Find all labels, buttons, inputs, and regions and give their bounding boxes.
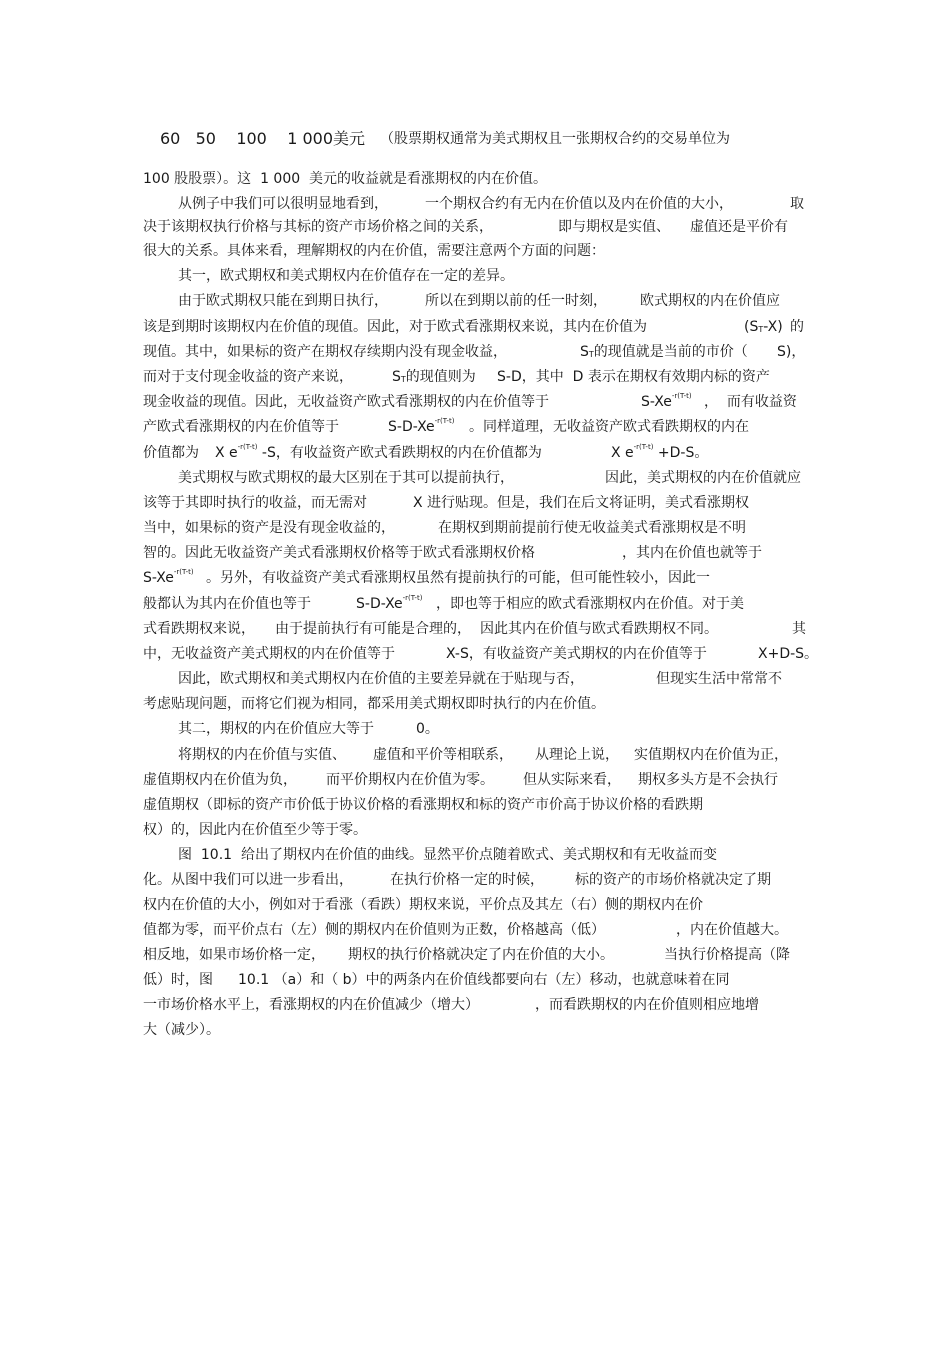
text-segment: ， 而有收益资 — [704, 394, 797, 410]
formula-part: 的现值则为 — [405, 369, 476, 385]
text-segment: 般都认为其内在价值也等于 — [143, 596, 311, 612]
text-segment: 所以在到期以前的任一时刻， — [425, 293, 607, 309]
formula-segment — [356, 593, 422, 615]
text-line-32 — [0, 919, 950, 941]
text-segment: （股票期权通常为美式期权且一张期权合约的交易单位为 — [380, 131, 730, 147]
text-line-26 — [0, 769, 950, 791]
text-segment: 价值都为 — [143, 445, 199, 461]
formula-segment — [143, 567, 194, 589]
text-segment: 一个期权合约有无内在价值以及内在价值的大小， — [425, 196, 733, 212]
text-segment: 美式期权与欧式期权的最大区别在于其可以提前执行， — [178, 470, 514, 486]
text-segment: 但从实际来看， — [523, 772, 621, 788]
text-segment: ，而看跌期权的内在价值则相应地增 — [535, 997, 759, 1013]
text-line-19 — [0, 593, 950, 615]
text-line-21 — [0, 643, 950, 665]
text-segment: 0。 — [416, 721, 439, 737]
formula-segment — [215, 442, 542, 464]
text-segment: 中，无收益资产美式期权的内在价值等于 — [143, 646, 395, 662]
text-segment: 其二，期权的内在价值应大等于 — [178, 721, 374, 737]
text-segment: 实值期权内在价值为正， — [634, 747, 788, 763]
text-line-34 — [0, 969, 950, 991]
text-segment: 而对于支付现金收益的资产来说， — [143, 369, 353, 385]
formula-segment — [744, 316, 783, 338]
formula-part: S-D-Xe — [388, 419, 435, 435]
text-segment: 将期权的内在价值与实值、 — [178, 747, 346, 763]
formula-part: -S，有收益资产欧式看跌期权的内在价值都为 — [257, 445, 542, 461]
text-line-8 — [0, 316, 950, 338]
text-line-6 — [0, 265, 950, 287]
text-segment: 从理论上说， — [535, 747, 619, 763]
text-segment: 期权多头方是不会执行 — [638, 772, 778, 788]
text-segment: 取 — [790, 196, 804, 212]
text-segment: 100 股股票）。这 1 000 美元的收益就是看涨期权的内在价值。 — [143, 171, 548, 187]
text-line-12 — [0, 416, 950, 438]
text-line-23 — [0, 693, 950, 715]
text-segment: 在执行价格一定的时候， — [390, 872, 544, 888]
text-line-9 — [0, 341, 950, 363]
text-segment: ，内在价值越大。 — [676, 922, 788, 938]
text-segment: 化。从图中我们可以进一步看出， — [143, 872, 353, 888]
text-line-1 — [0, 128, 950, 150]
text-line-36 — [0, 1019, 950, 1041]
text-line-5 — [0, 240, 950, 262]
text-segment: 因此，美式期权的内在价值就应 — [605, 470, 801, 486]
formula-superscript: -r(T-t) — [633, 443, 654, 451]
text-segment: X+D-S。 — [758, 646, 819, 662]
text-segment: 其 — [792, 621, 806, 637]
text-line-20 — [0, 618, 950, 640]
text-segment: 。同样道理，无收益资产欧式看跌期权的内在 — [469, 419, 749, 435]
text-segment: 值都为零，而平价点右（左）侧的期权内在价值则为正数，价格越高（低） — [143, 922, 605, 938]
formula-segment — [611, 442, 708, 464]
text-line-35 — [0, 994, 950, 1016]
formula-part: 的现值就是当前的市价（ — [593, 344, 748, 360]
formula-segment — [641, 391, 692, 413]
text-line-33 — [0, 944, 950, 966]
text-line-24 — [0, 718, 950, 740]
formula-superscript: -r(T-t) — [434, 417, 455, 425]
text-segment: 现值。其中，如果标的资产在期权存续期内没有现金收益， — [143, 344, 507, 360]
text-line-14 — [0, 467, 950, 489]
text-segment: 而平价期权内在价值为零。 — [326, 772, 494, 788]
text-segment: 由于提前执行有可能是合理的， — [275, 621, 471, 637]
text-segment: 虚值期权内在价值为负， — [143, 772, 297, 788]
text-segment: 该是到期时该期权内在价值的现值。因此，对于欧式看涨期权来说，其内在价值为 — [143, 319, 647, 335]
text-segment: X-S，有收益资产美式期权的内在价值等于 — [446, 646, 707, 662]
text-segment: 但现实生活中常常不 — [656, 671, 782, 687]
text-line-10 — [0, 366, 950, 388]
formula-part: S — [392, 369, 401, 385]
text-line-7 — [0, 290, 950, 312]
formula-part: S — [580, 344, 589, 360]
text-segment: 虚值和平价等相联系， — [373, 747, 513, 763]
text-segment: 欧式期权的内在价值应 — [640, 293, 780, 309]
text-segment: 的 — [790, 319, 804, 335]
text-segment: 很大的关系。具体来看，理解期权的内在价值，需要注意两个方面的问题： — [143, 243, 605, 259]
formula-subscript: T — [588, 350, 594, 359]
text-line-31 — [0, 894, 950, 916]
text-segment: 当执行价格提高（降 — [664, 947, 790, 963]
text-segment: 考虑贴现问题，而将它们视为相同，都采用美式期权即时执行的内在价值。 — [143, 696, 605, 712]
text-segment: 决于该期权执行价格与其标的资产市场价格之间的关系， — [143, 219, 493, 235]
text-segment: 权内在价值的大小，例如对于看涨（看跌）期权来说，平价点及其左（右）侧的期权内在价 — [143, 897, 703, 913]
formula-segment — [388, 416, 454, 438]
text-segment: S-D，其中 D 表示在期权有效期内标的资产 — [497, 369, 770, 385]
formula-subscript: T — [758, 325, 764, 334]
text-line-28 — [0, 819, 950, 841]
text-line-30 — [0, 869, 950, 891]
text-segment: X 进行贴现。但是，我们在后文将证明，美式看涨期权 — [413, 495, 750, 511]
text-segment: 该等于其即时执行的收益，而无需对 — [143, 495, 367, 511]
formula-segment — [580, 341, 748, 363]
text-segment: 一市场价格水平上，看涨期权的内在价值减少（增大） — [143, 997, 479, 1013]
text-line-11 — [0, 391, 950, 413]
text-segment: 智的。因此无收益资产美式看涨期权价格等于欧式看涨期权价格 — [143, 545, 535, 561]
text-line-27 — [0, 794, 950, 816]
formula-superscript: -r(T-t) — [671, 392, 692, 400]
text-line-17 — [0, 542, 950, 564]
formula-part: S-D-Xe — [356, 596, 403, 612]
text-segment: 当中，如果标的资产是没有现金收益的， — [143, 520, 395, 536]
formula-subscript: T — [400, 375, 406, 384]
text-line-29 — [0, 844, 950, 866]
text-segment: 图 10.1 给出了期权内在价值的曲线。显然平价点随着欧式、美式期权和有无收益而变 — [178, 847, 717, 863]
text-segment: 标的资产的市场价格就决定了期 — [575, 872, 771, 888]
text-segment: 大（减少）。 — [143, 1022, 220, 1038]
text-segment: 虚值还是平价有 — [690, 219, 788, 235]
text-segment: 。另外，有收益资产美式看涨期权虽然有提前执行的可能，但可能性较小，因此一 — [206, 570, 710, 586]
formula-part: S-Xe — [641, 394, 672, 410]
formula-part: X e — [215, 445, 238, 461]
text-segment: 其一，欧式期权和美式期权内在价值存在一定的差异。 — [178, 268, 514, 284]
formula-part: S-Xe — [143, 570, 174, 586]
text-segment: 低）时，图 — [143, 972, 213, 988]
formula-part: (S — [744, 319, 759, 335]
text-line-13 — [0, 442, 950, 464]
text-segment: 产欧式看涨期权的内在价值等于 — [143, 419, 339, 435]
formula-part: +D-S。 — [653, 445, 709, 461]
text-segment: 现金收益的现值。因此，无收益资产欧式看涨期权的内在价值等于 — [143, 394, 549, 410]
text-segment: ，即也等于相应的欧式看涨期权内在价值。对于美 — [436, 596, 744, 612]
text-line-18 — [0, 567, 950, 589]
formula-part: -X) — [763, 319, 783, 335]
text-line-4 — [0, 216, 950, 238]
text-line-15 — [0, 492, 950, 514]
text-line-25 — [0, 744, 950, 766]
text-segment: 在期权到期前提前行使无收益美式看涨期权是不明 — [438, 520, 746, 536]
formula-part: X e — [611, 445, 634, 461]
text-line-22 — [0, 668, 950, 690]
text-line-16 — [0, 517, 950, 539]
text-segment: 10.1 （a）和（ b）中的两条内在价值线都要向右（左）移动，也就意味着在同 — [238, 972, 730, 988]
text-segment: 由于欧式期权只能在到期日执行， — [178, 293, 388, 309]
text-segment: ，其内在价值也就等于 — [622, 545, 762, 561]
text-segment: 期权的执行价格就决定了内在价值的大小。 — [348, 947, 614, 963]
text-segment: 从例子中我们可以很明显地看到， — [178, 196, 388, 212]
text-line-2 — [0, 168, 950, 190]
formula-segment — [392, 366, 476, 388]
text-segment: 相反地，如果市场价格一定， — [143, 947, 325, 963]
formula-superscript: -r(T-t) — [402, 594, 423, 602]
text-segment: 式看跌期权来说， — [143, 621, 255, 637]
formula-superscript: -r(T-t) — [173, 568, 194, 576]
text-segment: 因此其内在价值与欧式看跌期权不同。 — [480, 621, 718, 637]
text-segment: 因此，欧式期权和美式期权内在价值的主要差异就在于贴现与否， — [178, 671, 584, 687]
text-segment: 权）的，因此内在价值至少等于零。 — [143, 822, 367, 838]
text-line-3 — [0, 193, 950, 215]
text-segment: 虚值期权（即标的资产市价低于协议价格的看涨期权和标的资产市价高于协议价格的看跌期 — [143, 797, 703, 813]
text-segment: S)， — [777, 344, 806, 360]
formula-superscript: -r(T-t) — [237, 443, 258, 451]
text-segment: 即与期权是实值、 — [558, 219, 670, 235]
text-segment: 60 50 100 1 000美元 — [160, 129, 366, 148]
